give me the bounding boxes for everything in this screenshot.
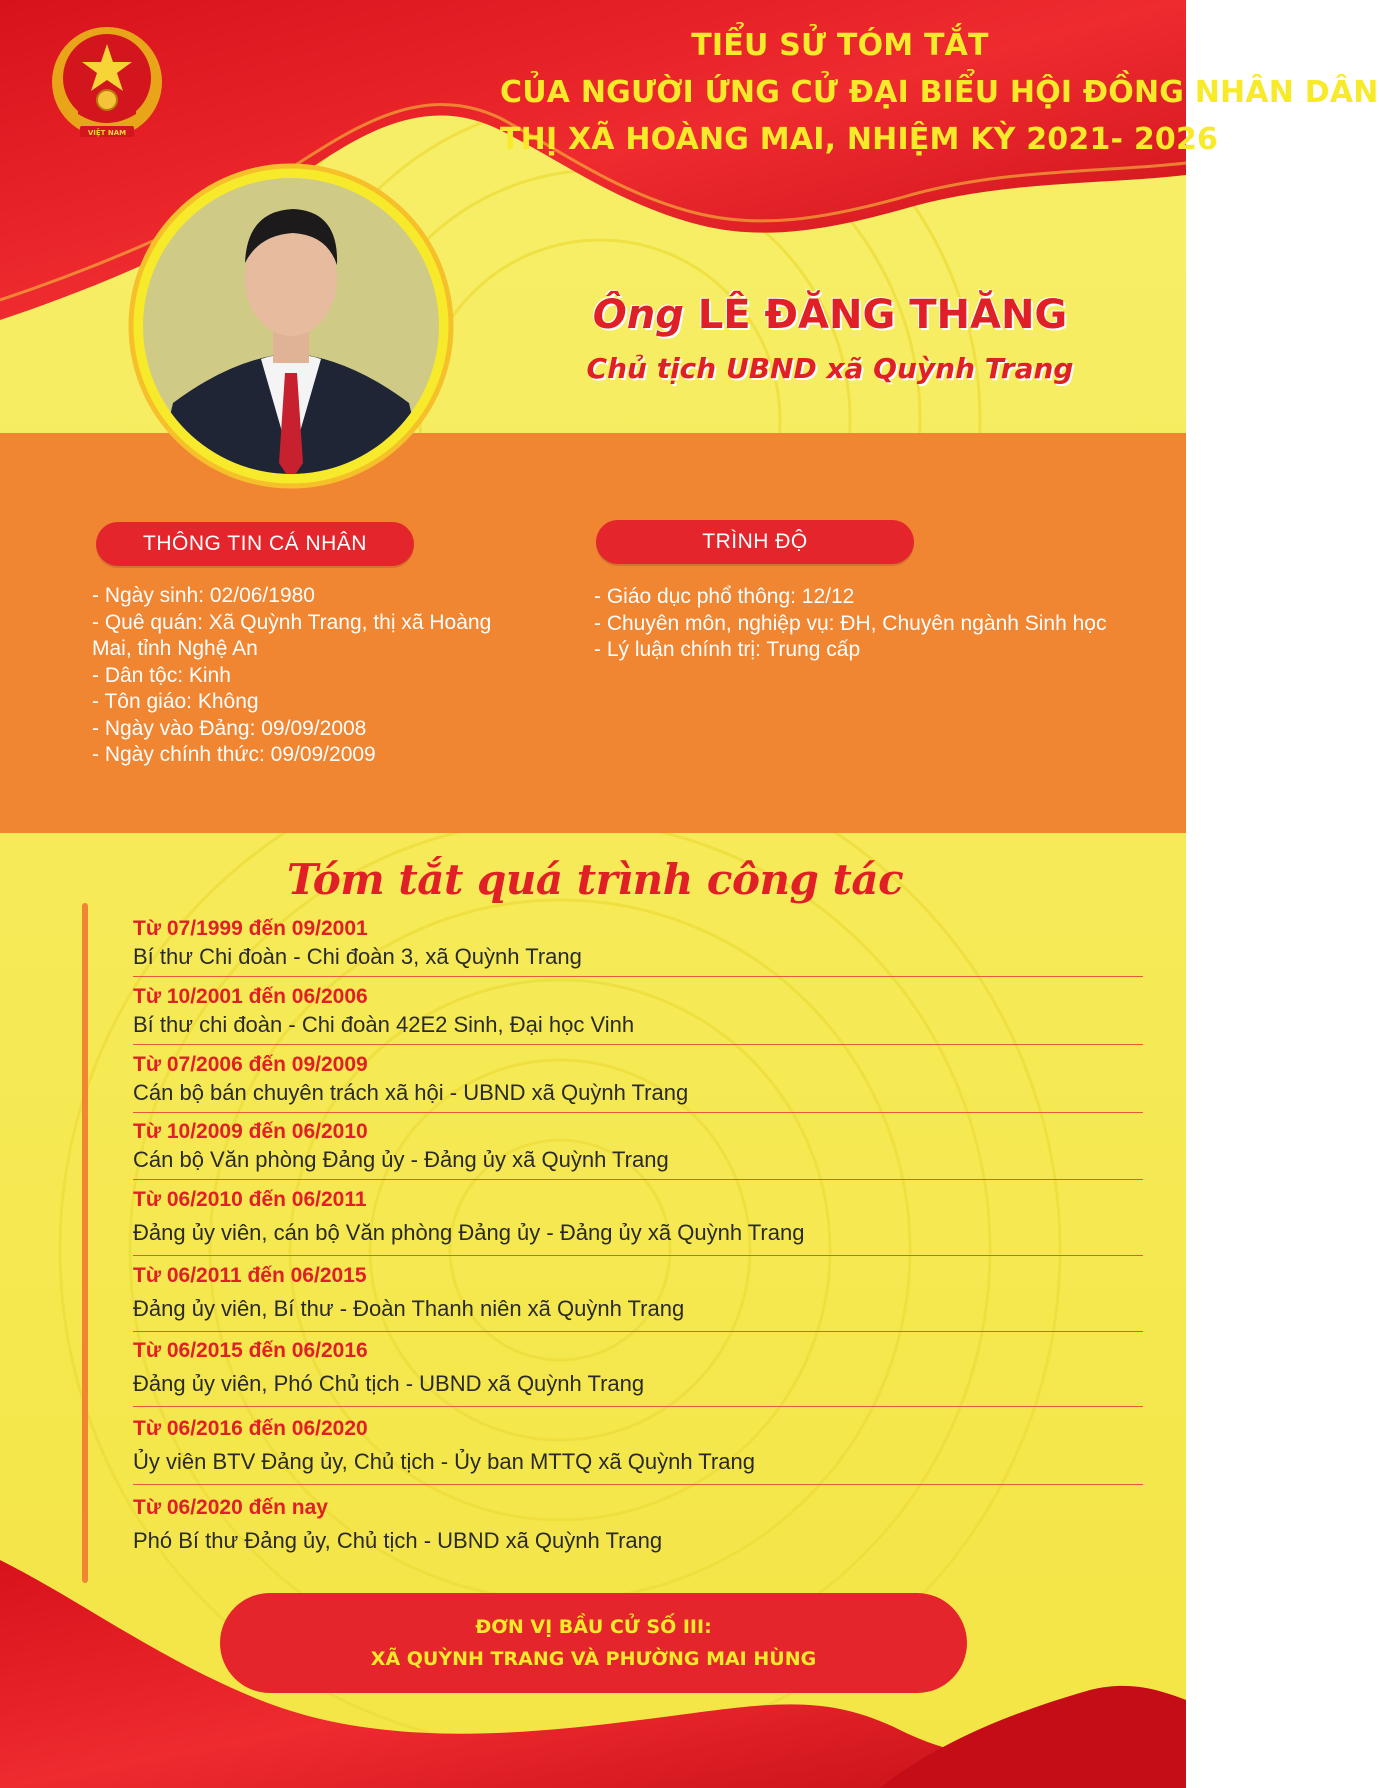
national-emblem-icon [48, 22, 166, 147]
header-title [500, 22, 1379, 163]
career-heading: Tóm tắt quá trình công tác [286, 855, 904, 904]
education-item: - Lý luận chính trị: Trung cấp [594, 638, 861, 661]
education-item: - Chuyên môn, nghiệp vụ: ĐH, Chuyên ngành Sinh học [594, 611, 1107, 635]
career-item [133, 915, 1143, 977]
education-item: - Giáo dục phổ thông: 12/12 [594, 585, 855, 608]
career-period: Từ 07/2006 đến 09/2009 [133, 1053, 368, 1076]
career-description: Ủy viên BTV Đảng ủy, Chủ tịch - Ủy ban MTTQ xã Quỳnh Trang [133, 1449, 755, 1474]
personal-info-item: - Dân tộc: Kinh [92, 663, 231, 687]
personal-info-item: - Quê quán: Xã Quỳnh Trang, thị xã Hoàng Mai, tỉnh Nghệ An [92, 610, 492, 660]
career-divider [133, 1179, 1143, 1180]
header-line-2: CỦA NGƯỜI ỨNG CỬ ĐẠI BIỂU HỘI ĐỒNG NHÂN DÂN [500, 75, 1379, 110]
career-item [133, 983, 1143, 1045]
career-period: Từ 06/2020 đến nay [133, 1496, 328, 1519]
career-description: Cán bộ bán chuyên trách xã hội - UBND xã Quỳnh Trang [133, 1080, 689, 1105]
career-description: Phó Bí thư Đảng ủy, Chủ tịch - UBND xã Quỳnh Trang [133, 1528, 663, 1553]
career-description: Bí thư Chi đoàn - Chi đoàn 3, xã Quỳnh Trang [133, 944, 582, 969]
career-period: Từ 06/2011 đến 06/2015 [133, 1264, 367, 1287]
career-period: Từ 06/2010 đến 06/2011 [133, 1188, 367, 1211]
career-divider [133, 1331, 1143, 1332]
personal-info-item: - Ngày sinh: 02/06/1980 [92, 584, 315, 607]
personal-info-heading: THÔNG TIN CÁ NHÂN [96, 522, 414, 566]
career-description: Bí thư chi đoàn - Chi đoàn 42E2 Sinh, Đại học Vinh [133, 1012, 635, 1037]
career-description: Đảng ủy viên, cán bộ Văn phòng Đảng ủy - Đảng ủy xã Quỳnh Trang [133, 1220, 805, 1245]
candidate-position: Chủ tịch UBND xã Quỳnh Trang [586, 352, 1074, 385]
personal-info-item: - Ngày vào Đảng: 09/09/2008 [92, 716, 367, 740]
career-item [133, 1262, 1143, 1332]
career-divider [133, 1255, 1143, 1256]
career-period: Từ 07/1999 đến 09/2001 [133, 917, 368, 940]
candidate-full-name: LÊ ĐĂNG THĂNG [697, 292, 1068, 338]
candidate-honorific: Ông [592, 292, 684, 338]
career-divider [133, 1484, 1143, 1485]
career-item [133, 1337, 1143, 1407]
career-divider [133, 1044, 1143, 1045]
candidate-name [540, 292, 1120, 338]
portrait-photo [113, 163, 469, 489]
career-divider [133, 1406, 1143, 1407]
career-divider [133, 1112, 1143, 1113]
career-item [133, 1118, 1143, 1180]
career-period: Từ 06/2016 đến 06/2020 [133, 1417, 368, 1440]
header-line-3: THỊ XÃ HOÀNG MAI, NHIỆM KỲ 2021- 2026 [500, 122, 1219, 157]
career-item [133, 1494, 1143, 1555]
electoral-unit-area: XÃ QUỲNH TRANG VÀ PHƯỜNG MAI HÙNG [370, 1648, 817, 1670]
education-heading: TRÌNH ĐỘ [596, 520, 914, 564]
career-period: Từ 10/2009 đến 06/2010 [133, 1120, 368, 1143]
career-description: Đảng ủy viên, Bí thư - Đoàn Thanh niên xã Quỳnh Trang [133, 1296, 685, 1321]
education-list [594, 584, 1134, 664]
career-description: Đảng ủy viên, Phó Chủ tịch - UBND xã Quỳnh Trang [133, 1371, 645, 1396]
personal-info-list [92, 583, 522, 769]
career-divider [133, 976, 1143, 977]
emblem-text: VIỆT NAM [87, 129, 127, 137]
timeline-bar [82, 903, 88, 1583]
career-item [133, 1415, 1143, 1485]
personal-info-item: - Ngày chính thức: 09/09/2009 [92, 743, 376, 766]
career-period: Từ 10/2001 đến 06/2006 [133, 985, 368, 1008]
career-description: Cán bộ Văn phòng Đảng ủy - Đảng ủy xã Quỳnh Trang [133, 1147, 669, 1172]
career-period: Từ 06/2015 đến 06/2016 [133, 1339, 368, 1362]
electoral-unit-banner [220, 1593, 967, 1693]
career-item [133, 1186, 1143, 1256]
header-line-1: TIỂU SỬ TÓM TẮT [691, 28, 989, 63]
personal-info-item: - Tôn giáo: Không [92, 690, 259, 713]
career-item [133, 1051, 1143, 1113]
electoral-unit-number: ĐƠN VỊ BẦU CỬ SỐ III: [475, 1616, 712, 1638]
